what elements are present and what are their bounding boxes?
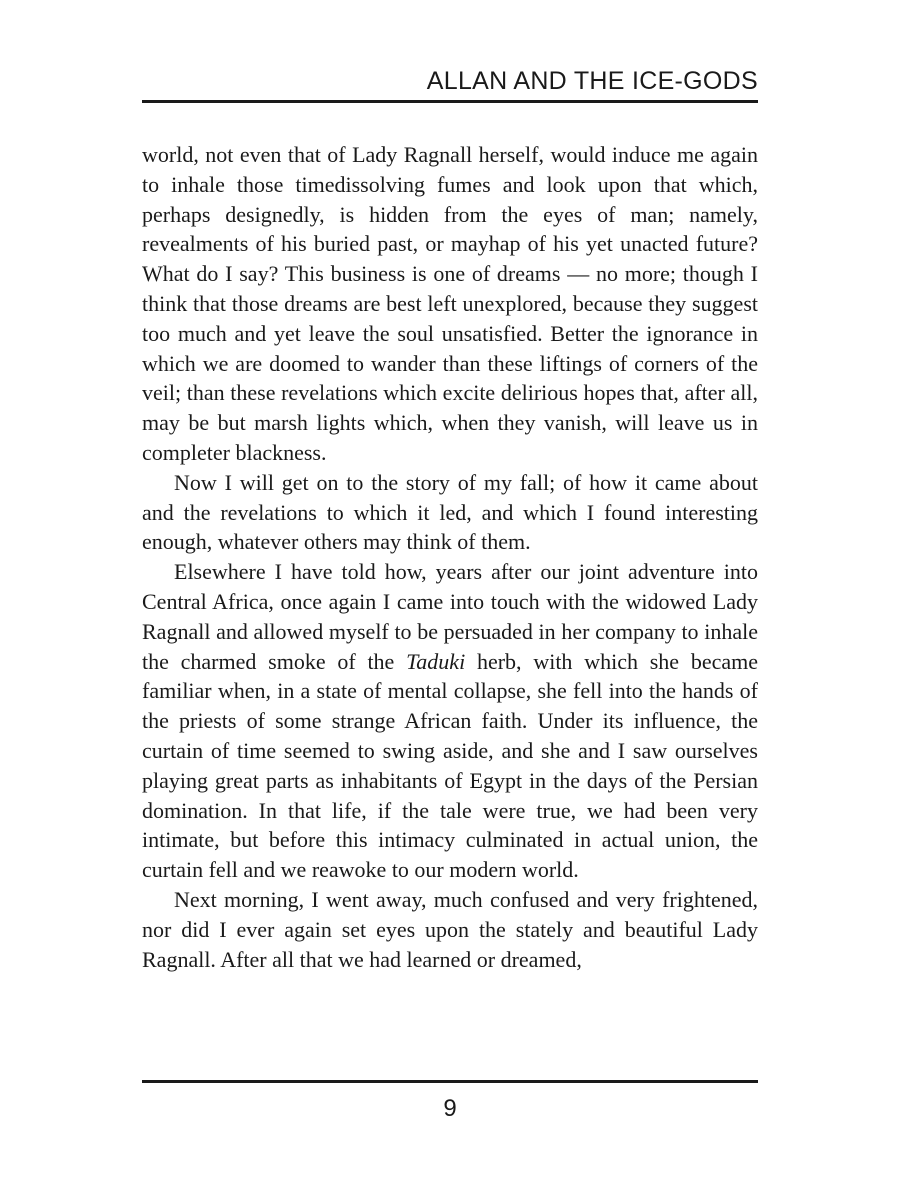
paragraph-story-of-fall: Now I will get on to the story of my fall; of how it came about and the revelations to which it led, and which I found interesting enough, whatever others may think of them. — [142, 469, 758, 555]
paragraph-elsewhere-after: herb, with which she became familiar when, in a state of mental collapse, she fell into the hands of the priests of some strange African faith. Under its influence, the curtain of time seemed to swing aside, and she and I saw ourselves playing great parts as inhabitants of Egypt in the days of the Persian domination. In that life, if the tale were true, we had been very intimate, but before this intimacy culminated in actual union, the curtain fell and we reawoke to our modern world. — [142, 648, 758, 883]
paragraph-next-morning: Next morning, I went away, much confused and very frightened, nor did I ever again set eyes upon the stately and beautiful Lady Ragnall. After all that we had learned or dreamed, — [142, 886, 758, 972]
footer-rule — [142, 1080, 758, 1083]
page-number: 9 — [443, 1095, 457, 1122]
paragraph-elsewhere — [142, 557, 758, 885]
taduki-italic: Taduki — [406, 648, 466, 674]
header-rule — [142, 100, 758, 103]
running-head: ALLAN AND THE ICE-GODS — [426, 67, 758, 95]
paragraph-elsewhere-before: Elsewhere I have told how, years after our joint adventure into Central Africa, once again I came into touch with the widowed Lady Ragnall and allowed myself to be persuaded in her company to inhale the charmed smoke of the — [142, 559, 758, 674]
body-text — [142, 140, 758, 974]
paragraph-continuation: world, not even that of Lady Ragnall herself, would induce me again to inhale those timedissolving fumes and look upon that which, perhaps designedly, is hidden from the eyes of man; namely, revealments of his buried past, or mayhap of his yet unacted future? What do I say? This business is one of dreams — no more; though I think that those dreams are best left unexplored, because they suggest too much and yet leave the soul unsatisfied. Better the ignorance in which we are doomed to wander than these liftings of corners of the veil; than these revelations which excite delirious hopes that, after all, may be but marsh lights which, when they vanish, will leave us in completer blackness. — [142, 142, 758, 465]
